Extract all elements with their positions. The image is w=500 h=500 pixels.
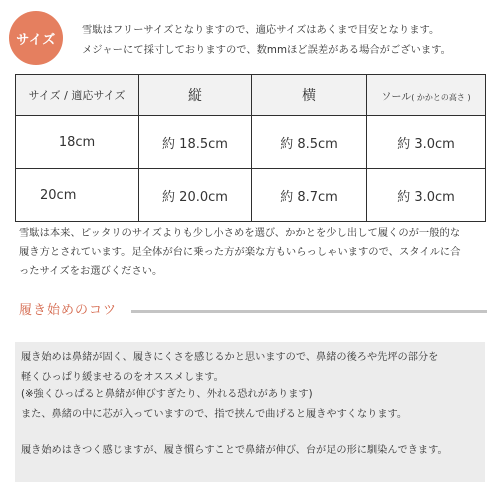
fit-note xyxy=(19,224,489,281)
header-width: 横 xyxy=(252,75,367,116)
intro-line: メジャーにて採寸しておりますので、数mmほど誤差がある場合がございます。 xyxy=(82,44,451,56)
header-sole-main: ソール xyxy=(381,91,412,103)
cell-length: 約 20.0cm xyxy=(139,169,252,222)
cell-size: 18cm xyxy=(16,116,139,169)
note-line: 履き方とされています。足全体が台に乗った方が楽な方もいらっしゃいますので、スタイルに合 xyxy=(19,246,461,258)
table-row xyxy=(16,116,486,169)
table-row xyxy=(16,169,486,222)
size-table xyxy=(15,74,486,222)
header-length: 縦 xyxy=(139,75,252,116)
cell-length: 約 18.5cm xyxy=(139,116,252,169)
size-badge xyxy=(9,11,63,65)
header-sole xyxy=(367,75,486,116)
tip-line: また、鼻緒の中に芯が入っていますので、指で挟んで曲げると履きやすくなります。 xyxy=(21,409,408,420)
cell-width: 約 8.5cm xyxy=(252,116,367,169)
note-line: 雪駄は本来、ピッタリのサイズよりも少し小さめを選び、かかとを少し出して履くのが一般的な xyxy=(19,227,461,239)
tips-heading: 履き始めのコツ xyxy=(19,303,118,318)
cell-sole: 約 3.0cm xyxy=(367,116,486,169)
size-badge-label: サイズ xyxy=(16,32,56,48)
intro-text xyxy=(82,20,494,60)
cell-width: 約 8.7cm xyxy=(252,169,367,222)
intro-line: 雪駄はフリーサイズとなりますので、適応サイズはあくまで目安となります。 xyxy=(82,24,440,36)
note-line: ったサイズをお選びください。 xyxy=(19,265,163,277)
table-header-row xyxy=(16,75,486,116)
tip-line: 履き始めはきつく感じますが、履き慣らすことで鼻緒が伸び、台が足の形に馴染んできます。 xyxy=(21,445,448,456)
tip-line: 軽くひっぱり緩ませるのをオススメします。 xyxy=(21,372,224,383)
cell-size: 20cm xyxy=(16,169,139,222)
header-size: サイズ / 適応サイズ xyxy=(16,75,139,116)
tip-line: (※強くひっぱると鼻緒が伸びすぎたり、外れる恐れがあります) xyxy=(21,389,313,400)
header-sole-note: ( かかとの高さ ) xyxy=(411,92,471,102)
tip-line: 履き始めは鼻緒が固く、履きにくさを感じるかと思いますので、鼻緒の後ろや先坪の部分を xyxy=(21,352,439,363)
cell-sole: 約 3.0cm xyxy=(367,169,486,222)
tips-box xyxy=(15,342,485,482)
heading-divider xyxy=(131,310,487,313)
